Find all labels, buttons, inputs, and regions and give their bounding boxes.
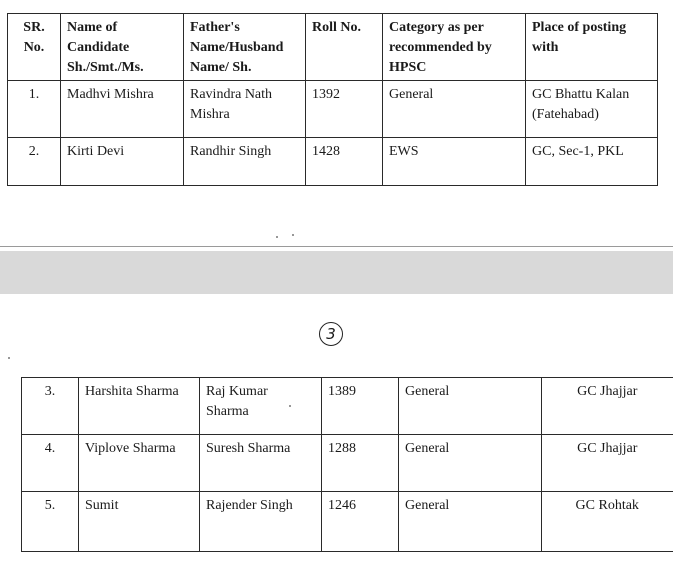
table-row	[8, 138, 658, 186]
page-break-band	[0, 251, 673, 294]
cell-roll-no: 1428	[306, 138, 383, 186]
cell-roll-no: 1246	[322, 492, 399, 552]
cell-candidate-name: Viplove Sharma	[79, 435, 200, 492]
cell-sr-no: 1.	[8, 81, 61, 138]
header-place-of-posting: Place of posting with	[526, 14, 658, 81]
candidate-table-top	[7, 13, 658, 186]
table-row	[22, 378, 673, 435]
cell-sr-no: 2.	[8, 138, 61, 186]
table-row	[22, 492, 673, 552]
header-candidate-name: Name of Candidate Sh./Smt./Ms.	[61, 14, 184, 81]
table-row	[22, 435, 673, 492]
cell-father-name: Randhir Singh	[184, 138, 306, 186]
scan-speck	[276, 236, 278, 238]
page-number-circled: 3	[319, 322, 343, 346]
candidate-table-bottom	[21, 377, 673, 552]
table-header-row	[8, 14, 658, 81]
table-row	[8, 81, 658, 138]
cell-category: General	[383, 81, 526, 138]
scan-speck	[8, 357, 10, 359]
header-sr-no: SR. No.	[8, 14, 61, 81]
cell-father-name: Suresh Sharma	[200, 435, 322, 492]
cell-father-name: Rajender Singh	[200, 492, 322, 552]
header-father-name: Father's Name/Husband Name/ Sh.	[184, 14, 306, 81]
page-break-line	[0, 246, 673, 247]
cell-place-of-posting: GC Jhajjar	[542, 435, 673, 492]
cell-sr-no: 5.	[22, 492, 79, 552]
cell-place-of-posting: GC, Sec-1, PKL	[526, 138, 658, 186]
cell-sr-no: 4.	[22, 435, 79, 492]
cell-category: EWS	[383, 138, 526, 186]
cell-candidate-name: Harshita Sharma	[79, 378, 200, 435]
cell-candidate-name: Sumit	[79, 492, 200, 552]
cell-father-name: Ravindra Nath Mishra	[184, 81, 306, 138]
cell-category: General	[399, 378, 542, 435]
scan-speck	[289, 405, 291, 407]
cell-candidate-name: Kirti Devi	[61, 138, 184, 186]
cell-father-name: Raj Kumar Sharma	[200, 378, 322, 435]
cell-place-of-posting: GC Rohtak	[542, 492, 673, 552]
cell-place-of-posting: GC Jhajjar	[542, 378, 673, 435]
cell-category: General	[399, 435, 542, 492]
header-roll-no: Roll No.	[306, 14, 383, 81]
header-category: Category as per recommended by HPSC	[383, 14, 526, 81]
cell-sr-no: 3.	[22, 378, 79, 435]
cell-roll-no: 1288	[322, 435, 399, 492]
scan-speck	[292, 234, 294, 236]
cell-roll-no: 1389	[322, 378, 399, 435]
cell-candidate-name: Madhvi Mishra	[61, 81, 184, 138]
cell-category: General	[399, 492, 542, 552]
cell-place-of-posting: GC Bhattu Kalan (Fatehabad)	[526, 81, 658, 138]
cell-roll-no: 1392	[306, 81, 383, 138]
